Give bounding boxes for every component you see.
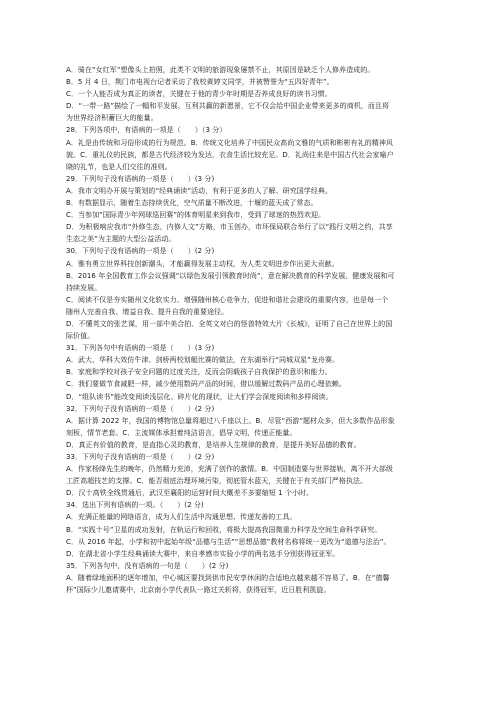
- question-heading: 28．下列各项中，有语病的一项是（ ）（3 分）: [66, 126, 227, 135]
- text-line: A．武大、华科大效仿牛津、剑桥两校划艇比赛的做法，在东湖举行“同城双星”龙舟赛。: [66, 356, 340, 365]
- text-line: A．充满正能量的网络语言，成为人们生活中沟通思想、传递友善的工具。: [66, 513, 297, 522]
- text-line: A．雅有勇立世界科技创新潮头，才能赢得发展主动权，为人类文明进步作出更大贡献。: [66, 259, 339, 268]
- question-heading: 29．下列句子没有语病的一项是（ ）(3 分): [66, 174, 215, 183]
- question-heading: 33．下列句子没有语病的一项是（ ）(2 分): [66, 453, 215, 461]
- text-line: 工匠高超技艺的支撑。C．能否彻底治理环境污染，彻底管水蓝天，关键在于有关部门严格执法。: [66, 477, 368, 486]
- text-line: 生态之美”为主题的大型公益活动。: [66, 235, 176, 244]
- question-heading: 31．下列各句中有语病的一项是（ ）(3 分): [66, 344, 215, 353]
- text-line: 际价值。: [66, 332, 95, 341]
- text-line: B．2016 年全国教育工作会议强调“以绿色发展引领教育时尚”，意在解决教育的科学发展、健康发展和可: [66, 271, 395, 280]
- text-line: A．据计算 2022 年，我国的博物馆总量将超过八千座以上。B．尽管“西游”题材众多，但大多数作品形象: [66, 416, 395, 425]
- text-line: D．真正有价值的教育，是直指心灵的教育，是培养人生规律的教育，是提升美好品德的教育。: [66, 440, 361, 449]
- text-line: 持续发展。: [66, 283, 102, 292]
- text-line: 貌。C．重礼仪的民族，都是古代经济较为发达，衣食生活比较充足。D．礼尚往来是中国古代社会家喻户: [66, 150, 394, 159]
- text-line: D．“组队读书”能改变阅读浅层化、碎片化的现状，让大们学会深度阅读和多样阅读。: [66, 392, 333, 401]
- text-line: A．随着绿地面积的逐年增加，中心城区要找到供市民安享休闲的合适地点越来越不容易了。B．在“德馨: [66, 573, 390, 582]
- text-line: B．5 月 4 日，荆门市电视台记者采访了我校黄婷文同学，并被赞誉为“五四好青年”。: [66, 78, 334, 87]
- text-line: 晓的礼节，也是人们交往的准则。: [66, 162, 172, 171]
- text-line: C．阅读不仅是夯实随州文化软实力、增强随州核心竞争力，促进和谐社会建设的重要内容，也是每一个: [66, 295, 389, 304]
- text-line: D．为积极响应我市“外修生态，内修人文”方略，市玉创办，市环保局联合举行了以“践行文明之约，共享: [66, 223, 393, 232]
- text-line: D．在湖北省小学生经典诵读大赛中，来自孝感市实验小学的两名选手分别获得冠亚军。: [66, 549, 340, 558]
- text-line: A．礼是由传统和习俗形成的行为规范。B．传统文化培养了中国民众高尚文雅的气质和彬彬有礼的精神风: [66, 138, 393, 147]
- text-line: A．我市文明办开展与策划的“经典诵读”活动，有利于更多的人了解、研究国学经典。: [66, 186, 332, 195]
- question-heading: 30．下列句子没有语病的一项是（ ）(2 分): [66, 247, 215, 256]
- text-line: 随州人完善自我、增益自我、提升自我的重要途径。: [66, 307, 229, 316]
- text-line: C．一个人能否成为真正的读者，关键在于他的青少年时期是否养成良好的读书习惯。: [66, 90, 332, 99]
- text-line: B．“实践十号”卫星的成功发射，在轨运行和回收，将极大提高我国微重力科学及空间生命科学研究。: [66, 525, 382, 534]
- text-line: B．有数据显示，随着生态持续优化，空气质量不断改进，十堰的蓝天成了常态。: [66, 199, 318, 208]
- text-line: C．我们要做节食减肥一样，减少使用数码产品的时间，借以缓解过数码产品的心理依赖。: [66, 380, 346, 389]
- text-line: A．骑在“女红军”塑像头上拍照，此类不文明的旅游现象屡禁不止，其原因是缺乏个人修养造成的。: [66, 66, 375, 74]
- text-line: D．“一带一路”描绘了一幅和平发展、互利共赢的新愿景，它不仅会给中国企业带来更多的商机，而且将: [66, 102, 389, 111]
- text-line: C．从 2016 年起，小学和初中起始年级“品德与生活”“思想品德”教材名称将统一更改为“道德与法治”。: [66, 537, 391, 546]
- question-heading: 34．选出下列有语病的一项。（ ）(2 分): [66, 501, 204, 510]
- text-line: D．汉十高铁全线贯通后，武汉至襄阳的运营时间大概差不多要缩短 1 个小时。: [66, 489, 314, 498]
- text-line: 杯”国际少儿邀请赛中，北京南小学代表队一路过关斩将，获得冠军，近日胜利凯旋。: [66, 586, 331, 595]
- text-line: C．当参加“国际青少年网球巡回赛”的体育明星来到我市，受到了球迷的热烈欢迎。: [66, 211, 326, 220]
- text-line: D．不懂英文的张艺谋，用一部中美合拍、全英文对白的怪兽特效大片《长城》，证明了自己在世界上的国: [66, 319, 393, 328]
- text-line: 刻板，情节老套。C．主流媒体承担着纯洁语言，倡导文明，传递正能量。: [66, 428, 297, 437]
- question-heading: 35．下列各句中，没有语病的一句是（ ）(2 分): [66, 561, 229, 570]
- question-heading: 32．下列句子没有语病的一项是（ ）(2 分): [66, 404, 215, 413]
- text-line: A．作家杨绛先生的晚年，仍然精力充沛，充满了创作的激情。B．中国制造要与世界接轨，离不开大部级: [66, 465, 393, 474]
- text-line: B．家庭和学校对孩子安全问题的过度关注，反而会阴载孩子自我保护的意识和能力。: [66, 368, 332, 377]
- text-line: 为世界经济积蓄巨大的能量。: [66, 114, 158, 123]
